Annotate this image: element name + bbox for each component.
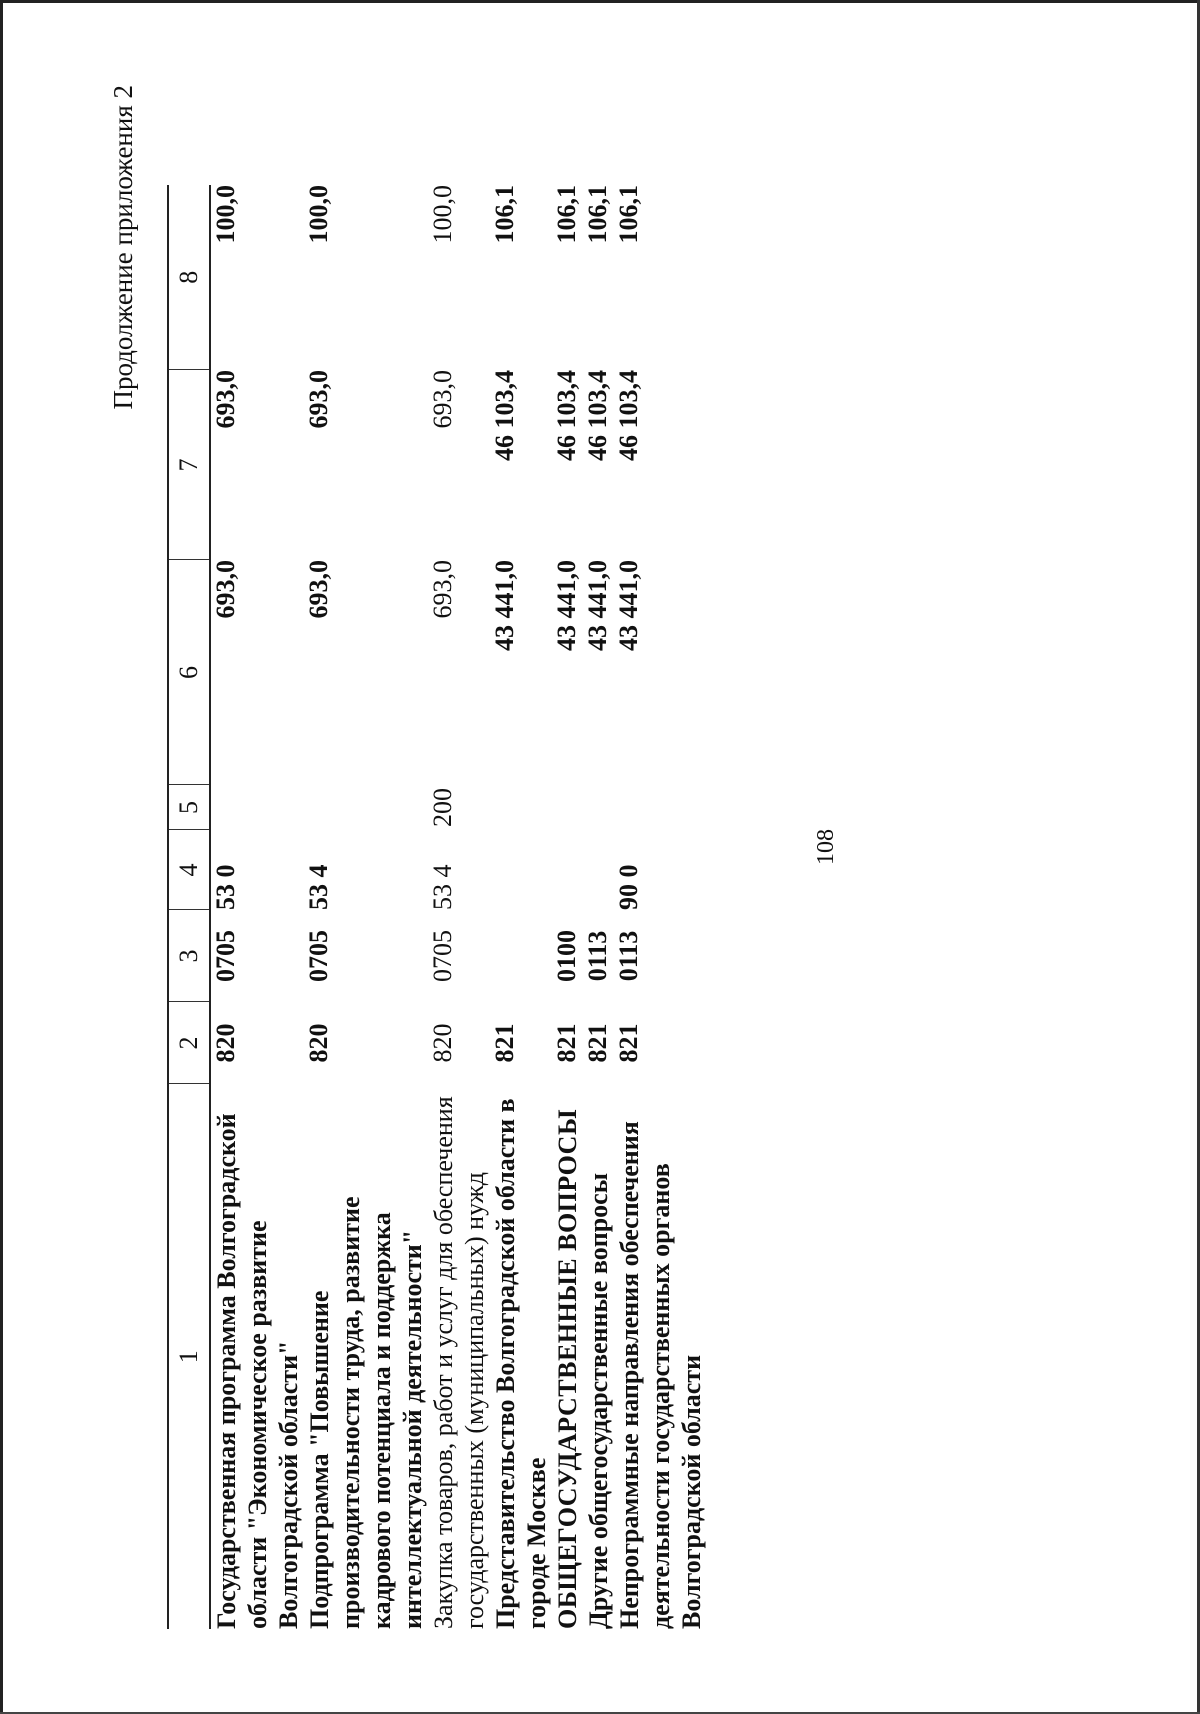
row-c7: 46 103,4 [490,370,519,461]
row-c4: 53 4 [428,864,457,910]
row-c2: 821 [552,1023,581,1063]
row-c5: 200 [428,788,457,827]
row-c6: 43 441,0 [614,560,643,651]
row-name: Государственная программа Волгоградской области "Экономическое развитие Волгоградской области" [212,1113,303,1629]
table-row [210,185,304,1629]
row-c5 [304,785,428,830]
row-c7: 46 103,4 [583,370,612,461]
row-c6: 693,0 [211,560,240,619]
row-c8: 106,1 [490,185,519,244]
row-c5 [490,785,552,830]
row-c7: 693,0 [211,370,240,429]
page-number: 108 [813,829,839,865]
row-c8: 106,1 [614,185,643,244]
table-row [490,185,552,1629]
row-c5 [210,785,304,830]
header-col-6: 6 [168,560,210,785]
row-c4 [552,830,583,910]
continuation-label: Продолжение приложения 2 [108,85,138,410]
row-c6: 693,0 [428,560,457,619]
row-name: Закупка товаров, работ и услуг для обеспечения государственных (муниципальных) нужд [429,1096,489,1629]
row-c6: 43 441,0 [583,560,612,651]
row-c2: 820 [211,1023,240,1063]
header-col-2: 2 [168,1002,210,1084]
row-c3: 0113 [614,930,643,982]
row-c8: 100,0 [211,185,240,244]
row-name: Подпрограмма "Повышение производительности труда, развитие кадрового потенциала и поддержка интеллектуальной деятельности" [305,1196,427,1629]
budget-table [167,185,707,1629]
row-name: ОБЩЕГОСУДАРСТВЕННЫЕ ВОПРОСЫ [553,1109,582,1629]
header-row [168,185,210,1629]
row-c4: 90 0 [614,864,643,910]
row-c3 [490,910,552,1002]
row-c7: 46 103,4 [552,370,581,461]
row-c6: 43 441,0 [552,560,581,651]
row-c4 [490,830,552,910]
header-col-4: 4 [168,830,210,910]
table-row [304,185,428,1629]
row-c2: 820 [428,1023,457,1063]
header-col-5: 5 [168,785,210,830]
row-c2: 821 [614,1023,643,1063]
row-c4: 53 0 [211,864,240,910]
row-c8: 100,0 [304,185,333,244]
row-c5 [583,785,614,830]
row-c7: 693,0 [304,370,333,429]
row-c8: 100,0 [428,185,457,244]
table-row [583,185,614,1629]
table-row [428,185,490,1629]
header-col-8: 8 [168,185,210,370]
row-c3: 0705 [211,930,240,982]
row-c7: 693,0 [428,370,457,429]
table-row [614,185,707,1629]
row-c4: 53 4 [304,864,333,910]
table-row [552,185,583,1629]
row-c2: 821 [583,1023,612,1063]
row-name: Представительство Волгоградской области в городе Москве [491,1098,551,1629]
row-c5 [614,785,707,830]
row-name: Другие общегосударственные вопросы [584,1173,613,1629]
row-c3: 0705 [428,930,457,982]
row-c5 [552,785,583,830]
row-c3: 0113 [583,930,612,982]
row-c2: 820 [304,1023,333,1063]
row-c4 [583,830,614,910]
row-c6: 43 441,0 [490,560,519,651]
row-c6: 693,0 [304,560,333,619]
header-col-3: 3 [168,910,210,1002]
row-c3: 0100 [552,930,581,982]
header-col-1: 1 [168,1084,210,1629]
row-c7: 46 103,4 [614,370,643,461]
header-col-7: 7 [168,370,210,560]
row-c3: 0705 [304,930,333,982]
row-name: Непрограммные направления обеспечения деятельности государственных органов Волгоградской области [615,1121,706,1629]
row-c2: 821 [490,1023,519,1063]
row-c8: 106,1 [552,185,581,244]
row-c8: 106,1 [583,185,612,244]
